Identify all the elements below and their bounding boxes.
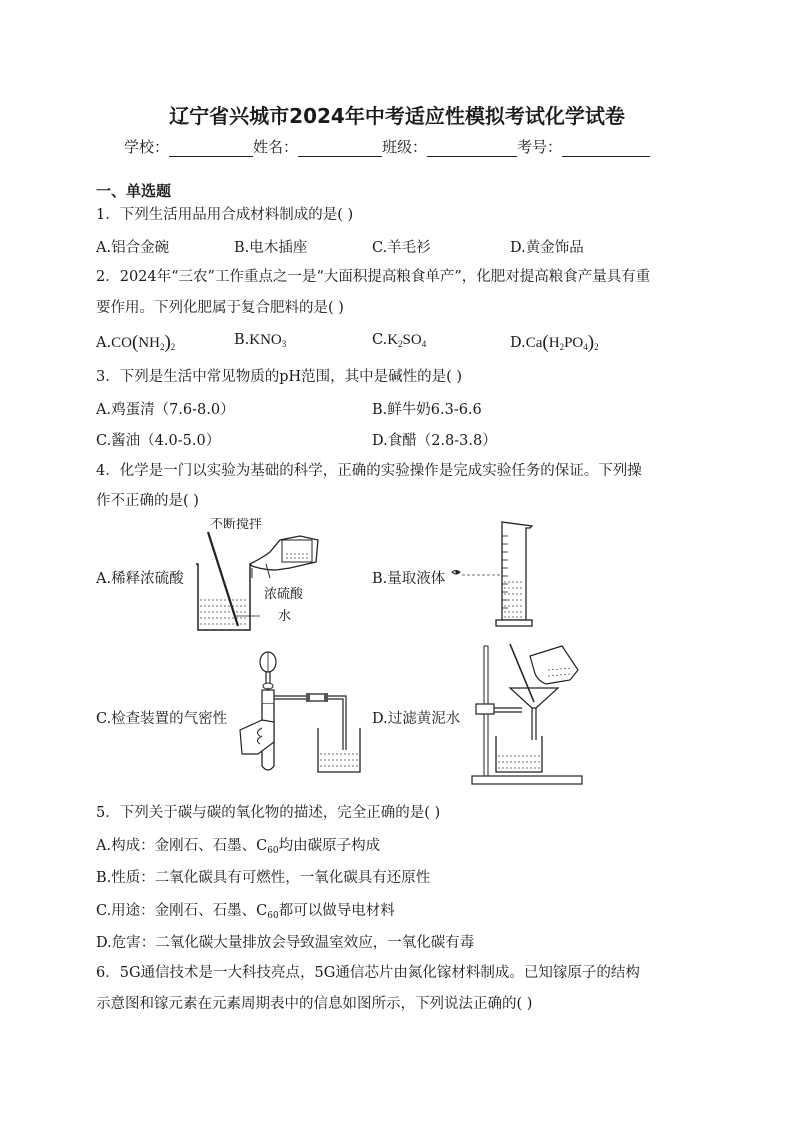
school-label: 学校： (124, 138, 170, 156)
section-title: 一、单选题 (96, 182, 172, 200)
q4-option-d[interactable]: D.过滤黄泥水 (372, 711, 461, 727)
question-4-stem-line2: 作不正确的是( ) (96, 493, 199, 509)
figure-filtration (470, 640, 585, 788)
student-info-row (124, 136, 650, 157)
question-5-stem: 5．下列关于碳与碳的氧化物的描述，完全正确的是( ) (96, 805, 441, 821)
q3-option-d[interactable]: D.食醋（2.8-3.8） (372, 433, 497, 449)
q3-option-c[interactable]: C.酱油（4.0-5.0） (96, 433, 221, 449)
label-water: 水 (278, 609, 292, 624)
question-6-stem-line1: 6．5G通信技术是一大科技亮点，5G通信芯片由氮化镓材料制成。已知镓原子的结构 (96, 965, 640, 981)
q5-option-d[interactable]: D.危害：二氧化碳大量排放会导致温室效应，一氧化碳有毒 (96, 935, 475, 951)
question-2-stem-line2: 要作用。下列化肥属于复合肥料的是( ) (96, 300, 344, 316)
label-stir: 不断搅拌 (210, 518, 263, 532)
class-blank[interactable] (427, 140, 517, 157)
q1-option-c[interactable]: C.羊毛衫 (372, 240, 431, 256)
question-3-stem: 3．下列是生活中常见物质的pH范围，其中是碱性的是( ) (96, 369, 463, 385)
number-blank[interactable] (562, 140, 650, 157)
label-acid: 浓硫酸 (264, 587, 304, 602)
name-label: 姓名： (253, 138, 299, 156)
figure-dilute-acid (190, 518, 330, 636)
q5-option-b[interactable]: B.性质：二氧化碳具有可燃性，一氧化碳具有还原性 (96, 870, 431, 886)
q2-option-a[interactable]: $A.CO(NH_2)_2$ (96, 332, 176, 353)
q4-option-a[interactable]: A.稀释浓硫酸 (96, 571, 184, 587)
q2-option-d[interactable]: $D.Ca(H_2PO_4)_2$ (510, 332, 599, 353)
question-1-stem: 1．下列生活用品用合成材料制成的是( ) (96, 207, 354, 223)
question-4-stem-line1: 4．化学是一门以实验为基础的科学，正确的实验操作是完成实验任务的保证。下列操 (96, 463, 642, 479)
q1-option-d[interactable]: D.黄金饰品 (510, 240, 584, 256)
q5-option-a[interactable]: A.构成：金刚石、石墨、$C_{60}$均由碳原子构成 (96, 838, 381, 856)
q5-option-c[interactable]: C.用途：金刚石、石墨、$C_{60}$都可以做导电材料 (96, 903, 395, 921)
school-blank[interactable] (169, 140, 253, 157)
q1-option-b[interactable]: B.电木插座 (234, 240, 308, 256)
q3-option-a[interactable]: A.鸡蛋清（7.6-8.0） (96, 402, 235, 418)
question-2-stem-line1: 2．2024年“三农”工作重点之一是“大面积提高粮食单产”，化肥对提高粮食产量具有重 (96, 269, 651, 285)
question-6-stem-line2: 示意图和镓元素在元素周期表中的信息如图所示，下列说法正确的( ) (96, 996, 533, 1012)
q1-option-a[interactable]: A.铝合金碗 (96, 240, 170, 256)
class-label: 班级： (382, 138, 428, 156)
figure-airtightness (238, 650, 368, 780)
page-title: 辽宁省兴城市2024年中考适应性模拟考试化学试卷 (169, 104, 625, 128)
name-blank[interactable] (298, 140, 382, 157)
q3-option-b[interactable]: B.鲜牛奶6.3-6.6 (372, 402, 482, 418)
q4-option-c[interactable]: C.检查装置的气密性 (96, 711, 228, 727)
q2-option-b[interactable]: $B.KNO_3$ (234, 332, 287, 349)
q2-option-c[interactable]: $C.K_2SO_4$ (372, 332, 427, 349)
figure-measure-liquid (450, 520, 550, 632)
number-label: 考号： (517, 138, 563, 156)
q4-option-b[interactable]: B.量取液体 (372, 571, 446, 587)
